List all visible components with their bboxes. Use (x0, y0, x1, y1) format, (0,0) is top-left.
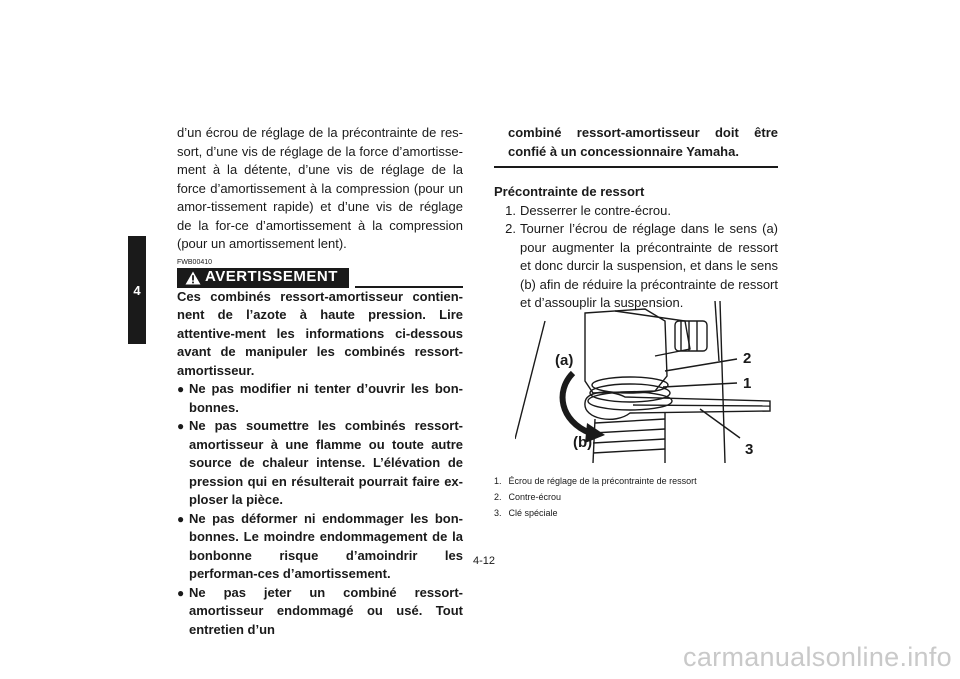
step-number: 2. (505, 221, 516, 236)
warning-end-rule (494, 166, 778, 168)
warning-code: FWB00410 (177, 258, 213, 266)
warning-triangle-icon (185, 271, 201, 285)
warning-header (177, 268, 463, 288)
step-number: 1. (505, 202, 516, 218)
bullet-item: ● Ne pas déformer ni endommager les bon-bonnes. Le moindre endommagement de la bonbonne risque d’amoindrir les performan-ces d’amortissement. (177, 510, 463, 584)
caption-text: Contre-écrou (508, 492, 562, 502)
right-column (494, 124, 778, 313)
bullet-item: ● Ne pas soumettre les combinés ressort-amortisseur à une flamme ou toute autre source de chaleur intense. L’élévation de pression qui en résulterait pourrait faire ex-ploser la pièce. (177, 417, 463, 510)
chapter-tab (128, 236, 146, 344)
caption-number: 1. (494, 476, 502, 486)
section-title: Précontrainte de ressort (494, 184, 645, 199)
callout-1: 1 (743, 375, 752, 392)
figure-captions (494, 473, 778, 521)
callout-3: 3 (745, 441, 754, 458)
callout-2: 2 (743, 350, 752, 367)
warning-badge (177, 268, 349, 288)
intro-paragraph: d’un écrou de réglage de la précontrainte de res-sort, d’une vis de réglage de la force d’amortisse-ment à la détente, d’une vis de réglage de la force d’amortissement à la compression (pour un amor-tissement rapide) et d’une vis de réglage de la for-ce d’amortissement à la compression (pour un amortissement lent). (177, 125, 463, 251)
watermark: carmanualsonline.info (683, 642, 952, 672)
warning-continuation: combiné ressort-amortisseur doit être confié à un concessionnaire Yamaha. (508, 125, 778, 159)
direction-label-b: (b) (573, 434, 593, 451)
caption-item (494, 489, 778, 505)
caption-text: Écrou de réglage de la précontrainte de ressort (508, 476, 697, 486)
step-text: Desserrer le contre-écrou. (520, 202, 671, 218)
step-text: Tourner l’écrou de réglage dans le sens (a) pour augmenter la précontrainte de ressort et donc durcir la suspension, et dans le sens (b) afin de réduire la précontrainte de ressort et d’assouplir la suspension. (520, 221, 778, 310)
caption-item (494, 505, 778, 521)
caption-item (494, 473, 778, 489)
page-number: 4-12 (472, 555, 496, 567)
bullet-item: ● Ne pas modifier ni tenter d’ouvrir les bon-bonnes. (177, 380, 463, 417)
warning-body: Ces combinés ressort-amortisseur contien-nent de l’azote à haute pression. Lire attentive-ment les informations ci-dessous avant de manipuler les combinés ressort-amortisseur. (177, 288, 463, 378)
caption-number: 2. (494, 492, 502, 502)
step-item (494, 202, 778, 221)
shock-absorber-illustration (515, 301, 778, 463)
step-item (494, 220, 778, 313)
caption-text: Clé spéciale (508, 508, 558, 518)
steps-list (494, 202, 778, 313)
caption-number: 3. (494, 508, 502, 518)
chapter-tab-number: 4 (133, 282, 141, 298)
bullet-item: ● Ne pas jeter un combiné ressort-amortisseur endommagé ou usé. Tout entretien d’un (177, 584, 463, 640)
direction-label-a: (a) (555, 352, 574, 369)
warning-bullets (177, 380, 463, 639)
warning-title: AVERTISSEMENT (205, 268, 338, 286)
left-column (177, 124, 463, 639)
